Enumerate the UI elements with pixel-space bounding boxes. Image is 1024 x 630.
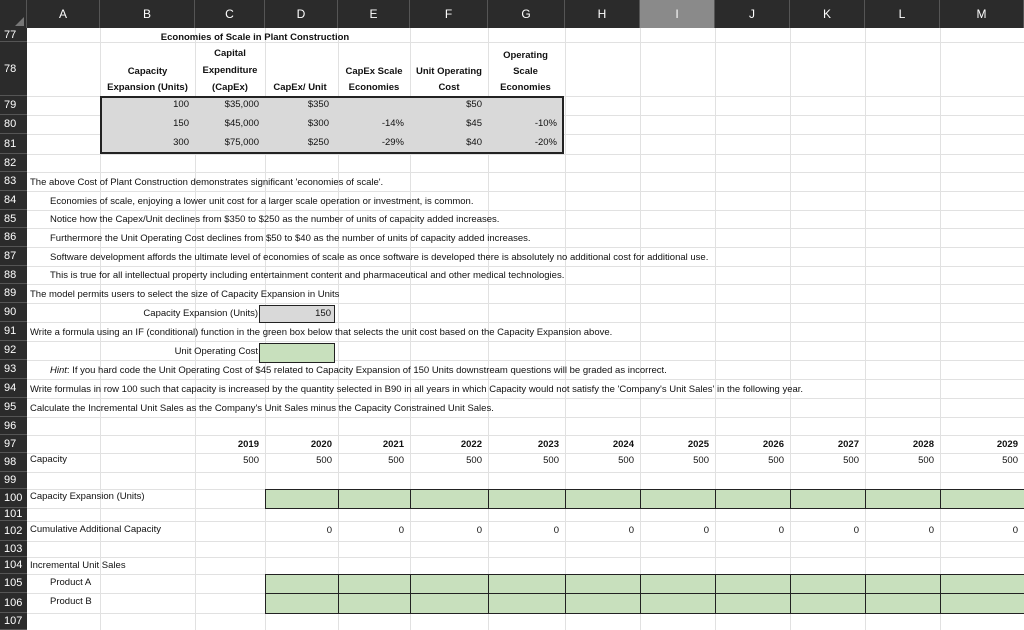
capacity-value: 500 bbox=[1002, 455, 1018, 466]
capacity-value: 500 bbox=[693, 455, 709, 466]
capacity-value: 500 bbox=[466, 455, 482, 466]
row-header-83[interactable]: 83 bbox=[0, 172, 27, 191]
row-header-95[interactable]: 95 bbox=[0, 398, 27, 417]
year-2026: 2026 bbox=[762, 439, 784, 450]
scale-cell-per_unit: $300 bbox=[307, 118, 329, 129]
capacity-value: 500 bbox=[543, 455, 559, 466]
product-a-input[interactable] bbox=[565, 574, 641, 594]
product-b-input[interactable] bbox=[640, 593, 716, 614]
row-header-84[interactable]: 84 bbox=[0, 191, 27, 210]
row-header-86[interactable]: 86 bbox=[0, 228, 27, 247]
product-b-input[interactable] bbox=[715, 593, 791, 614]
row-header-87[interactable]: 87 bbox=[0, 247, 27, 266]
product-b-label: Product B bbox=[50, 596, 92, 607]
year-2023: 2023 bbox=[537, 439, 559, 450]
gridline-h bbox=[27, 303, 1024, 304]
table-title: Economies of Scale in Plant Construction bbox=[160, 32, 350, 43]
year-2020: 2020 bbox=[310, 439, 332, 450]
row-header-101[interactable]: 101 bbox=[0, 508, 27, 521]
product-b-input[interactable] bbox=[565, 593, 641, 614]
gridline-v bbox=[940, 28, 941, 630]
scale-cell-capex: $45,000 bbox=[224, 118, 259, 129]
cap-exp-input[interactable] bbox=[940, 489, 1024, 509]
note-row-94: Write formulas in row 100 such that capacity is increased by the quantity selected in B90 in all years in which Capacity would not satisfy the 'Company's Unit Sales' in the following year. bbox=[30, 384, 804, 395]
cumulative-value: 0 bbox=[628, 525, 634, 536]
header-capex-scale-1: CapEx Scale bbox=[345, 66, 403, 77]
row-header-85[interactable]: 85 bbox=[0, 210, 27, 228]
gridline-h bbox=[27, 521, 1024, 522]
capacity-label: Capacity bbox=[30, 454, 67, 465]
cap-exp-input[interactable] bbox=[488, 489, 566, 509]
row-header-82[interactable]: 82 bbox=[0, 154, 27, 172]
product-b-input[interactable] bbox=[265, 593, 339, 614]
cap-exp-input[interactable] bbox=[410, 489, 489, 509]
product-a-label: Product A bbox=[50, 577, 92, 588]
scale-cell-op_scale: -10% bbox=[534, 118, 557, 129]
header-capacity-1: Capacity bbox=[127, 66, 168, 77]
incremental-label: Incremental Unit Sales bbox=[30, 560, 126, 571]
header-op-scale-1: Operating bbox=[503, 50, 548, 61]
gridline-h bbox=[27, 266, 1024, 267]
row-header-104[interactable]: 104 bbox=[0, 557, 27, 574]
column-header-l[interactable]: L bbox=[865, 0, 940, 28]
column-header-h[interactable]: H bbox=[565, 0, 640, 28]
row-header-107[interactable]: 107 bbox=[0, 613, 27, 630]
row-header-92[interactable]: 92 bbox=[0, 341, 27, 360]
gridline-h bbox=[27, 453, 1024, 454]
product-a-input[interactable] bbox=[640, 574, 716, 594]
cap-exp-input[interactable] bbox=[565, 489, 641, 509]
row-header-88[interactable]: 88 bbox=[0, 266, 27, 284]
cumulative-value: 0 bbox=[326, 525, 332, 536]
scale-cell-capex: $35,000 bbox=[224, 99, 259, 110]
product-a-input[interactable] bbox=[338, 574, 411, 594]
scale-cell-per_unit: $350 bbox=[307, 99, 329, 110]
header-capex-2: Expenditure bbox=[202, 65, 258, 76]
column-header-a[interactable]: A bbox=[27, 0, 100, 28]
year-2021: 2021 bbox=[382, 439, 404, 450]
cap-exp-input[interactable] bbox=[640, 489, 716, 509]
gridline-h bbox=[27, 341, 1024, 342]
gridline-h bbox=[27, 557, 1024, 558]
scale-cell-op_scale: -20% bbox=[534, 137, 557, 148]
capacity-expansion-input[interactable]: 150 bbox=[259, 305, 335, 323]
product-a-input[interactable] bbox=[940, 574, 1024, 594]
header-capex-scale-2: Economies bbox=[348, 82, 400, 93]
product-a-input[interactable] bbox=[865, 574, 941, 594]
gridline-h bbox=[27, 322, 1024, 323]
header-unit-op-1: Unit Operating bbox=[416, 66, 482, 77]
cumulative-value: 0 bbox=[853, 525, 859, 536]
cap-exp-input[interactable] bbox=[338, 489, 411, 509]
column-header-i[interactable]: I bbox=[640, 0, 715, 28]
product-a-input[interactable] bbox=[410, 574, 489, 594]
gridline-h bbox=[27, 191, 1024, 192]
row-header-90[interactable]: 90 bbox=[0, 303, 27, 322]
cumulative-value: 0 bbox=[928, 525, 934, 536]
product-a-input[interactable] bbox=[715, 574, 791, 594]
row-header-94[interactable]: 94 bbox=[0, 379, 27, 398]
capacity-value: 500 bbox=[768, 455, 784, 466]
note-row-88: This is true for all intellectual property including entertainment content and pharmaceutical and other medical technologies. bbox=[50, 270, 565, 281]
cap-exp-input[interactable] bbox=[265, 489, 339, 509]
scale-cell-units: 150 bbox=[173, 118, 189, 129]
gridline-h bbox=[27, 284, 1024, 285]
gridline-h bbox=[27, 154, 1024, 155]
product-b-input[interactable] bbox=[338, 593, 411, 614]
row-header-93[interactable]: 93 bbox=[0, 360, 27, 379]
note-row-87: Software development affords the ultimate level of economies of scale as once software is developed there is absolutely no additional cost for additional use. bbox=[50, 252, 709, 263]
year-2022: 2022 bbox=[460, 439, 482, 450]
column-header-c[interactable]: C bbox=[195, 0, 265, 28]
row-header-105[interactable]: 105 bbox=[0, 574, 27, 593]
year-2027: 2027 bbox=[837, 439, 859, 450]
header-unit-op-2: Cost bbox=[438, 82, 460, 93]
gridline-h bbox=[27, 379, 1024, 380]
gridline-h bbox=[27, 247, 1024, 248]
capacity-value: 500 bbox=[843, 455, 859, 466]
gridline-v bbox=[640, 28, 641, 630]
capacity-value: 500 bbox=[243, 455, 259, 466]
cap-exp-label: Capacity Expansion (Units) bbox=[30, 491, 145, 502]
scale-cell-units: 100 bbox=[173, 99, 189, 110]
scale-cell-per_unit: $250 bbox=[307, 137, 329, 148]
gridline-h bbox=[27, 398, 1024, 399]
cumulative-value: 0 bbox=[553, 525, 559, 536]
capacity-expansion-label: Capacity Expansion (Units) bbox=[143, 308, 258, 319]
header-capex-unit: CapEx/ Unit bbox=[273, 82, 327, 93]
product-b-input[interactable] bbox=[940, 593, 1024, 614]
product-b-input[interactable] bbox=[410, 593, 489, 614]
column-header-m[interactable]: M bbox=[940, 0, 1024, 28]
cumulative-value: 0 bbox=[1012, 525, 1018, 536]
note-row-95: Calculate the Incremental Unit Sales as the Company's Unit Sales minus the Capacity Constrained Unit Sales. bbox=[30, 403, 494, 414]
gridline-h bbox=[27, 228, 1024, 229]
row-header-96[interactable]: 96 bbox=[0, 417, 27, 435]
product-a-input[interactable] bbox=[488, 574, 566, 594]
scale-cell-capex: $75,000 bbox=[224, 137, 259, 148]
cumulative-value: 0 bbox=[398, 525, 404, 536]
gridline-h bbox=[27, 435, 1024, 436]
note-row-89: The model permits users to select the size of Capacity Expansion in Units bbox=[30, 289, 340, 300]
capacity-value: 500 bbox=[618, 455, 634, 466]
gridline-v bbox=[790, 28, 791, 630]
gridline-h bbox=[27, 360, 1024, 361]
column-header-k[interactable]: K bbox=[790, 0, 865, 28]
cumulative-value: 0 bbox=[476, 525, 482, 536]
scale-cell-units: 300 bbox=[173, 137, 189, 148]
year-2029: 2029 bbox=[996, 439, 1018, 450]
column-header-g[interactable]: G bbox=[488, 0, 565, 28]
scale-cell-capex_scale: -29% bbox=[381, 137, 404, 148]
cap-exp-input[interactable] bbox=[865, 489, 941, 509]
row-header-78[interactable]: 78 bbox=[0, 42, 27, 96]
product-a-input[interactable] bbox=[265, 574, 339, 594]
row-header-100[interactable]: 100 bbox=[0, 489, 27, 508]
product-b-input[interactable] bbox=[790, 593, 866, 614]
note-row-93: Hint: If you hard code the Unit Operating Cost of $45 related to Capacity Expansion of 150 Units downstream questions will be graded as incorrect. bbox=[50, 365, 667, 376]
row-header-99[interactable]: 99 bbox=[0, 472, 27, 489]
gridline-h bbox=[27, 472, 1024, 473]
header-op-scale-3: Economies bbox=[500, 82, 551, 93]
scale-cell-capex_scale: -14% bbox=[381, 118, 404, 129]
cumulative-value: 0 bbox=[778, 525, 784, 536]
capacity-value: 500 bbox=[388, 455, 404, 466]
column-header-d[interactable]: D bbox=[265, 0, 338, 28]
row-header-98[interactable]: 98 bbox=[0, 453, 27, 472]
select-all-corner[interactable] bbox=[0, 0, 27, 28]
row-header-102[interactable]: 102 bbox=[0, 521, 27, 541]
scale-cell-op_cost: $40 bbox=[466, 137, 482, 148]
year-2028: 2028 bbox=[912, 439, 934, 450]
year-2019: 2019 bbox=[237, 439, 259, 450]
note-row-91: Write a formula using an IF (conditional) function in the green box below that selects the unit cost based on the Capacity Expansion above. bbox=[30, 327, 613, 338]
gridline-h bbox=[27, 172, 1024, 173]
scale-cell-op_cost: $45 bbox=[466, 118, 482, 129]
cap-exp-input[interactable] bbox=[790, 489, 866, 509]
row-header-103[interactable]: 103 bbox=[0, 541, 27, 557]
gridline-h bbox=[27, 210, 1024, 211]
gridline-h bbox=[27, 541, 1024, 542]
cumulative-label: Cumulative Additional Capacity bbox=[30, 524, 161, 535]
row-header-97[interactable]: 97 bbox=[0, 435, 27, 453]
capacity-value: 500 bbox=[316, 455, 332, 466]
note-row-84: Economies of scale, enjoying a lower unit cost for a larger scale operation or investment, is common. bbox=[50, 196, 474, 207]
cumulative-value: 0 bbox=[703, 525, 709, 536]
product-b-input[interactable] bbox=[488, 593, 566, 614]
column-header-e[interactable]: E bbox=[338, 0, 410, 28]
gridline-v bbox=[715, 28, 716, 630]
header-capex-1: Capital bbox=[214, 48, 246, 59]
product-a-input[interactable] bbox=[790, 574, 866, 594]
row-header-91[interactable]: 91 bbox=[0, 322, 27, 341]
note-row-83: The above Cost of Plant Construction demonstrates significant 'economies of scale'. bbox=[30, 177, 384, 188]
cap-exp-input[interactable] bbox=[715, 489, 791, 509]
gridline-v bbox=[865, 28, 866, 630]
gridline-h bbox=[27, 417, 1024, 418]
note-row-85: Notice how the Capex/Unit declines from $350 to $250 as the number of units of capacity added increases. bbox=[50, 214, 500, 225]
year-2025: 2025 bbox=[687, 439, 709, 450]
column-header-f[interactable]: F bbox=[410, 0, 488, 28]
header-capacity-2: Expansion (Units) bbox=[107, 82, 188, 93]
row-header-106[interactable]: 106 bbox=[0, 593, 27, 613]
column-header-j[interactable]: J bbox=[715, 0, 790, 28]
row-header-89[interactable]: 89 bbox=[0, 284, 27, 303]
unit-operating-cost-input[interactable] bbox=[259, 343, 335, 363]
unit-operating-cost-label: Unit Operating Cost bbox=[174, 346, 258, 357]
row-header-79[interactable]: 79 bbox=[0, 96, 27, 115]
row-header-77[interactable]: 77 bbox=[0, 28, 27, 42]
header-capex-3: (CapEx) bbox=[212, 82, 248, 93]
column-header-b[interactable]: B bbox=[100, 0, 195, 28]
scale-cell-op_cost: $50 bbox=[466, 99, 482, 110]
year-2024: 2024 bbox=[612, 439, 634, 450]
row-header-80[interactable]: 80 bbox=[0, 115, 27, 134]
row-header-81[interactable]: 81 bbox=[0, 134, 27, 154]
capacity-value: 500 bbox=[918, 455, 934, 466]
note-row-86: Furthermore the Unit Operating Cost declines from $50 to $40 as the number of units of capacity added increases. bbox=[50, 233, 531, 244]
header-op-scale-2: Scale bbox=[513, 66, 538, 77]
product-b-input[interactable] bbox=[865, 593, 941, 614]
